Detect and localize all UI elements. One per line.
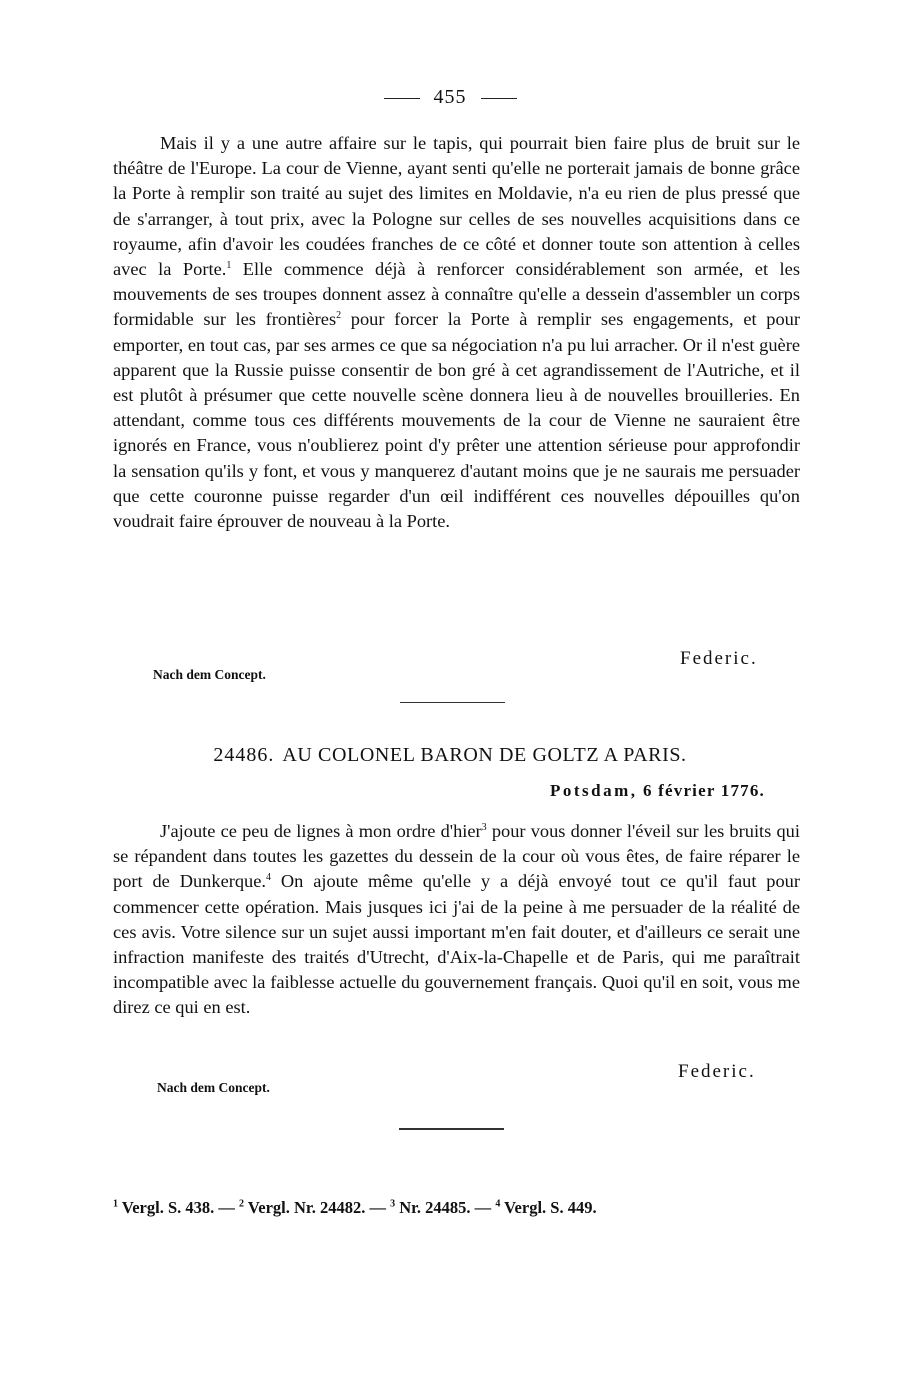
letter1-signature: Federic. bbox=[680, 648, 758, 669]
letter1-body bbox=[113, 131, 800, 534]
footnote-ref-1: 1 bbox=[226, 259, 232, 271]
footnote-text-4: Vergl. S. 449. bbox=[500, 1198, 597, 1217]
letter2-number: 24486. bbox=[213, 744, 275, 766]
letter2-heading bbox=[0, 744, 900, 767]
page-number-rule-left bbox=[384, 98, 420, 99]
letter2-text-part3: On ajoute même qu'elle y a déjà envoyé tout ce qu'il faut pour commencer cette opération. Mais jusques ici j'ai de la peine à me persuader de la réalité de ces avis. Votre silence sur un sujet aussi important m'en fait douter, et d'ailleurs ce serait une infraction manifeste des traités d'Utrecht, d'Aix-la-Chapelle et de Paris, qui me paraîtrait incompatible avec la faiblesse actuelle du gouvernement français. Quoi qu'il en soit, vous me direz ce qui en est. bbox=[113, 871, 801, 1018]
page-number bbox=[0, 86, 900, 109]
footnote-mark-1: 1 bbox=[113, 1198, 118, 1210]
letter2-place: Potsdam, bbox=[550, 781, 638, 800]
letter2-text-part2: pour vous donner l'éveil sur les bruits qui se répandent dans toutes les gazettes du dessein de la cour où vous êtes, de faire réparer le port de Dunkerque. bbox=[113, 821, 800, 892]
letter2-signature: Federic. bbox=[678, 1061, 756, 1082]
letter1-text-part2: Elle commence déjà à renforcer considérablement son armée, et les mouvements de ses troupes donnent assez à connaître qu'elle a dessein d'assembler un corps formidable sur les frontières bbox=[113, 259, 800, 330]
letter2-source-note: Nach dem Concept. bbox=[157, 1080, 270, 1095]
letter1-text-part3: pour forcer la Porte à remplir ses engagements, et pour emporter, en tout cas, par ses armes ce que sa négociation n'a pu lui arracher. Or il n'est guère apparent que la Russie puisse consentir de bon gré à cet agrandissement de l'Autriche, et il est plutôt à présumer que cette nouvelle scène donnera lieu à de nouvelles brouilleries. En attendant, comme tous ces différents mouvements de la cour de Vienne ne sauraient être ignorés en France, vous n'oublierez point d'y prêter une attention sérieuse pour approfondir la sensation qu'ils y font, et vous y manquerez d'autant moins que je ne saurais me persuader que cette couronne puisse regarder d'un œil indifférent ces nouvelles dépouilles qu'on voudrait faire éprouver de nouveau à la Porte. bbox=[113, 309, 800, 532]
letter1-source-note: Nach dem Concept. bbox=[153, 667, 266, 682]
letter2-body bbox=[113, 819, 800, 1021]
footnote-text-2: Vergl. Nr. 24482. — bbox=[244, 1198, 391, 1217]
footnote-mark-2: 2 bbox=[239, 1198, 245, 1210]
footnote-text-3: Nr. 24485. — bbox=[395, 1198, 496, 1217]
footnote-mark-4: 4 bbox=[495, 1198, 501, 1210]
footnote-mark-3: 3 bbox=[390, 1198, 396, 1210]
footnote-ref-3: 3 bbox=[481, 821, 487, 833]
section-divider bbox=[400, 702, 505, 703]
letter2-text-part1: J'ajoute ce peu de lignes à mon ordre d'hier bbox=[160, 821, 482, 841]
footnote-text-1: Vergl. S. 438. — bbox=[118, 1198, 240, 1217]
footnote-ref-4: 4 bbox=[266, 872, 272, 884]
footnote-divider bbox=[399, 1128, 504, 1130]
page-number-text: 455 bbox=[433, 86, 467, 108]
footnotes bbox=[113, 1196, 800, 1220]
letter2-dateline bbox=[550, 781, 765, 801]
page-number-rule-right bbox=[481, 98, 517, 99]
letter1-text-part1: Mais il y a une autre affaire sur le tapis, qui pourrait bien faire plus de bruit sur le théâtre de l'Europe. La cour de Vienne, ayant senti qu'elle ne porterait jamais de bonne grâce la Porte à remplir son traité au sujet des limites en Moldavie, n'a eu rien de plus pressé que de s'arranger, à tout prix, avec la Pologne sur celles de ses nouvelles acquisitions dans ce royaume, afin d'avoir les coudées franches de ce côté et donner toute son attention à celles avec la Porte. bbox=[113, 133, 800, 280]
letter2-heading-text: AU COLONEL BARON DE GOLTZ A PARIS. bbox=[282, 744, 687, 766]
footnote-ref-2: 2 bbox=[336, 310, 342, 322]
letter2-date: 6 février 1776. bbox=[642, 781, 765, 800]
